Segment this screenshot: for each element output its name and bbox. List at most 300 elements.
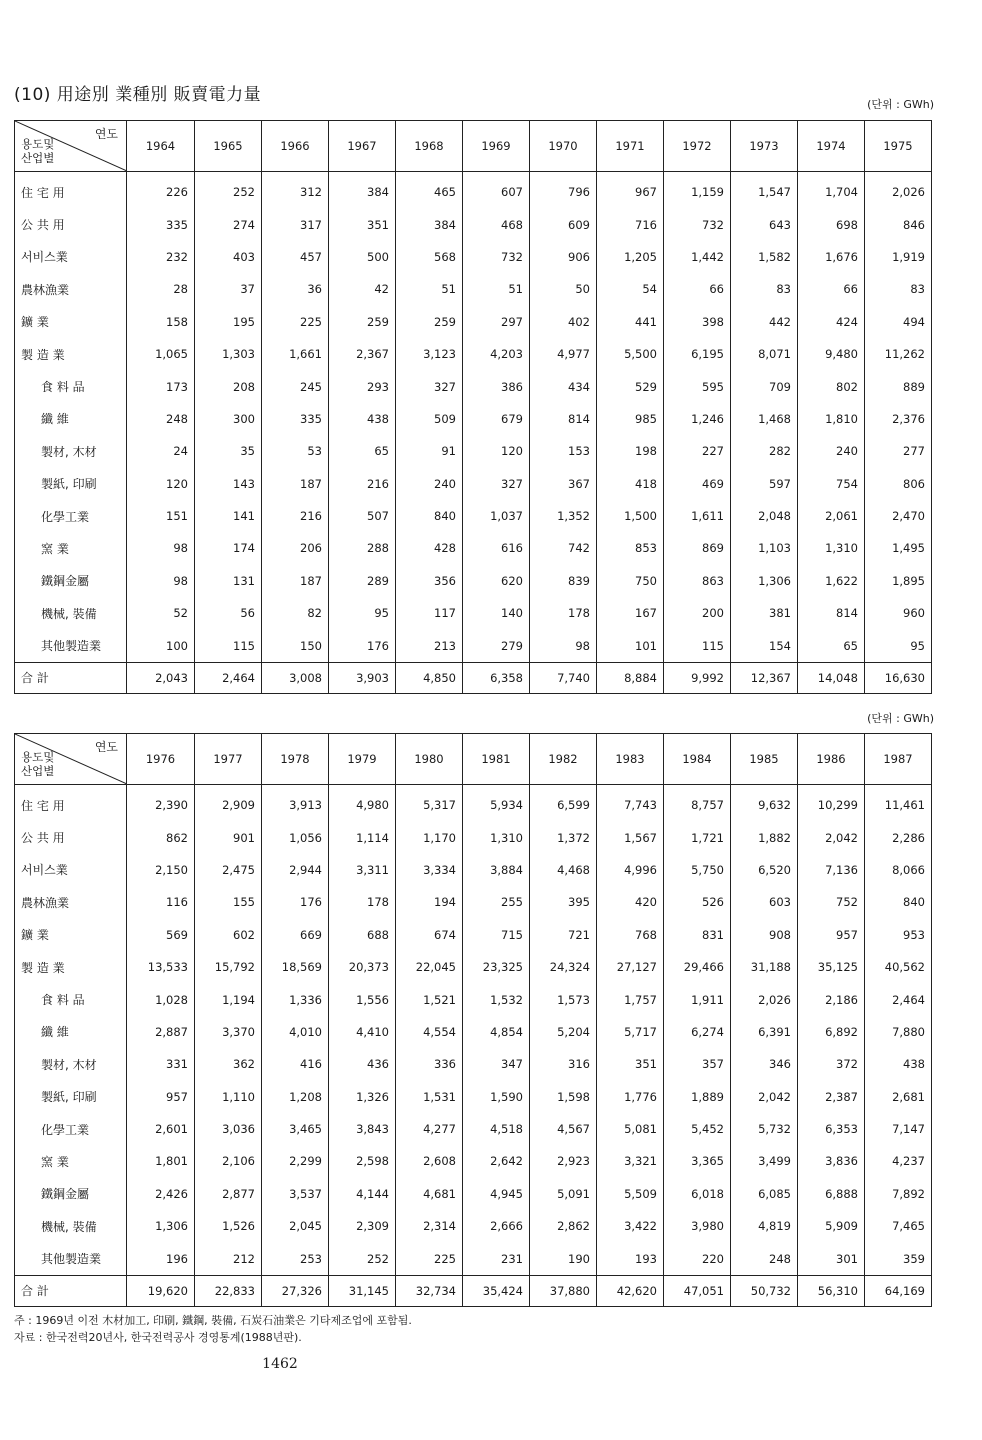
value-cell: 53 bbox=[262, 435, 329, 467]
value-cell: 29,466 bbox=[664, 951, 731, 983]
table-row bbox=[15, 241, 932, 273]
value-cell: 607 bbox=[463, 172, 530, 209]
table-row bbox=[15, 532, 932, 564]
value-cell: 3,499 bbox=[731, 1145, 798, 1177]
value-cell: 3,370 bbox=[195, 1016, 262, 1048]
value-cell: 1,582 bbox=[731, 241, 798, 273]
value-cell: 66 bbox=[798, 273, 865, 305]
value-cell: 42 bbox=[329, 273, 396, 305]
value-cell: 1,114 bbox=[329, 821, 396, 853]
value-cell: 3,537 bbox=[262, 1178, 329, 1210]
value-cell: 2,150 bbox=[127, 854, 195, 886]
value-cell: 3,334 bbox=[396, 854, 463, 886]
value-cell: 441 bbox=[597, 306, 664, 338]
value-cell: 643 bbox=[731, 208, 798, 240]
value-cell: 255 bbox=[463, 886, 530, 918]
value-cell: 6,520 bbox=[731, 854, 798, 886]
value-cell: 1,556 bbox=[329, 983, 396, 1015]
year-header: 1976 bbox=[127, 734, 195, 785]
total-value-cell: 42,620 bbox=[597, 1275, 664, 1306]
row-label: 製 造 業 bbox=[15, 338, 127, 370]
value-cell: 20,373 bbox=[329, 951, 396, 983]
value-cell: 66 bbox=[664, 273, 731, 305]
value-cell: 131 bbox=[195, 565, 262, 597]
value-cell: 274 bbox=[195, 208, 262, 240]
value-cell: 806 bbox=[865, 468, 932, 500]
value-cell: 4,277 bbox=[396, 1113, 463, 1145]
value-cell: 216 bbox=[262, 500, 329, 532]
value-cell: 335 bbox=[127, 208, 195, 240]
value-cell: 293 bbox=[329, 370, 396, 402]
value-cell: 840 bbox=[865, 886, 932, 918]
value-cell: 1,194 bbox=[195, 983, 262, 1015]
year-header: 1978 bbox=[262, 734, 329, 785]
value-cell: 143 bbox=[195, 468, 262, 500]
row-label: 纖 維 bbox=[15, 403, 127, 435]
value-cell: 50 bbox=[530, 273, 597, 305]
value-cell: 1,500 bbox=[597, 500, 664, 532]
note-text: 주 : 1969년 이전 木材加工, 印刷, 鐵鋼, 裝備, 石炭石油業은 기타제조업에 포함됨. bbox=[14, 1314, 412, 1327]
value-cell: 98 bbox=[530, 629, 597, 662]
value-cell: 158 bbox=[127, 306, 195, 338]
value-cell: 715 bbox=[463, 919, 530, 951]
value-cell: 31,188 bbox=[731, 951, 798, 983]
value-cell: 4,980 bbox=[329, 785, 396, 822]
value-cell: 1,590 bbox=[463, 1081, 530, 1113]
value-cell: 402 bbox=[530, 306, 597, 338]
value-cell: 11,262 bbox=[865, 338, 932, 370]
value-cell: 300 bbox=[195, 403, 262, 435]
value-cell: 2,314 bbox=[396, 1210, 463, 1242]
value-cell: 569 bbox=[127, 919, 195, 951]
value-cell: 384 bbox=[396, 208, 463, 240]
category-axis-label bbox=[21, 137, 54, 165]
value-cell: 6,018 bbox=[664, 1178, 731, 1210]
row-label: 製紙, 印刷 bbox=[15, 468, 127, 500]
value-cell: 5,081 bbox=[597, 1113, 664, 1145]
total-value-cell: 19,620 bbox=[127, 1275, 195, 1306]
value-cell: 28 bbox=[127, 273, 195, 305]
value-cell: 4,468 bbox=[530, 854, 597, 886]
value-cell: 4,010 bbox=[262, 1016, 329, 1048]
value-cell: 2,286 bbox=[865, 821, 932, 853]
value-cell: 416 bbox=[262, 1048, 329, 1080]
value-cell: 27,127 bbox=[597, 951, 664, 983]
total-value-cell: 37,880 bbox=[530, 1275, 597, 1306]
value-cell: 52 bbox=[127, 597, 195, 629]
value-cell: 1,721 bbox=[664, 821, 731, 853]
year-header: 1969 bbox=[463, 121, 530, 172]
value-cell: 2,862 bbox=[530, 1210, 597, 1242]
value-cell: 3,311 bbox=[329, 854, 396, 886]
value-cell: 15,792 bbox=[195, 951, 262, 983]
value-cell: 187 bbox=[262, 565, 329, 597]
total-label: 合 計 bbox=[15, 662, 127, 693]
corner-header-cell bbox=[15, 121, 127, 172]
page-number: 1462 bbox=[262, 1356, 298, 1372]
value-cell: 176 bbox=[262, 886, 329, 918]
value-cell: 176 bbox=[329, 629, 396, 662]
total-row bbox=[15, 662, 932, 693]
value-cell: 1,531 bbox=[396, 1081, 463, 1113]
value-cell: 6,892 bbox=[798, 1016, 865, 1048]
value-cell: 752 bbox=[798, 886, 865, 918]
value-cell: 6,195 bbox=[664, 338, 731, 370]
value-cell: 115 bbox=[664, 629, 731, 662]
table-row bbox=[15, 338, 932, 370]
value-cell: 1,056 bbox=[262, 821, 329, 853]
value-cell: 468 bbox=[463, 208, 530, 240]
value-cell: 428 bbox=[396, 532, 463, 564]
row-label: 化學工業 bbox=[15, 500, 127, 532]
value-cell: 174 bbox=[195, 532, 262, 564]
value-cell: 227 bbox=[664, 435, 731, 467]
value-cell: 750 bbox=[597, 565, 664, 597]
value-cell: 5,934 bbox=[463, 785, 530, 822]
value-cell: 22,045 bbox=[396, 951, 463, 983]
value-cell: 11,461 bbox=[865, 785, 932, 822]
value-cell: 1,704 bbox=[798, 172, 865, 209]
row-label: 窯 業 bbox=[15, 532, 127, 564]
table-row bbox=[15, 785, 932, 822]
value-cell: 814 bbox=[798, 597, 865, 629]
value-cell: 2,598 bbox=[329, 1145, 396, 1177]
value-cell: 381 bbox=[731, 597, 798, 629]
value-cell: 602 bbox=[195, 919, 262, 951]
table-row bbox=[15, 500, 932, 532]
year-header: 1967 bbox=[329, 121, 396, 172]
value-cell: 796 bbox=[530, 172, 597, 209]
value-cell: 259 bbox=[329, 306, 396, 338]
value-cell: 609 bbox=[530, 208, 597, 240]
value-cell: 95 bbox=[329, 597, 396, 629]
table-row bbox=[15, 886, 932, 918]
value-cell: 36 bbox=[262, 273, 329, 305]
value-cell: 2,944 bbox=[262, 854, 329, 886]
value-cell: 597 bbox=[731, 468, 798, 500]
value-cell: 2,026 bbox=[865, 172, 932, 209]
year-header: 1972 bbox=[664, 121, 731, 172]
total-row bbox=[15, 1275, 932, 1306]
value-cell: 279 bbox=[463, 629, 530, 662]
value-cell: 253 bbox=[262, 1242, 329, 1275]
value-cell: 289 bbox=[329, 565, 396, 597]
value-cell: 56 bbox=[195, 597, 262, 629]
year-header: 1968 bbox=[396, 121, 463, 172]
category-label-line2: 산업별 bbox=[21, 764, 55, 778]
value-cell: 1,532 bbox=[463, 983, 530, 1015]
value-cell: 768 bbox=[597, 919, 664, 951]
value-cell: 507 bbox=[329, 500, 396, 532]
value-cell: 331 bbox=[127, 1048, 195, 1080]
value-cell: 351 bbox=[329, 208, 396, 240]
table-row bbox=[15, 565, 932, 597]
row-label: 製材, 木材 bbox=[15, 1048, 127, 1080]
value-cell: 442 bbox=[731, 306, 798, 338]
value-cell: 1,306 bbox=[731, 565, 798, 597]
row-label: 纖 維 bbox=[15, 1016, 127, 1048]
row-label: 公 共 用 bbox=[15, 208, 127, 240]
value-cell: 196 bbox=[127, 1242, 195, 1275]
total-value-cell: 4,850 bbox=[396, 662, 463, 693]
value-cell: 494 bbox=[865, 306, 932, 338]
value-cell: 465 bbox=[396, 172, 463, 209]
value-cell: 7,136 bbox=[798, 854, 865, 886]
category-label-line1: 용도및 bbox=[21, 750, 55, 764]
value-cell: 116 bbox=[127, 886, 195, 918]
value-cell: 901 bbox=[195, 821, 262, 853]
value-cell: 957 bbox=[798, 919, 865, 951]
value-cell: 1,567 bbox=[597, 821, 664, 853]
value-cell: 688 bbox=[329, 919, 396, 951]
value-cell: 754 bbox=[798, 468, 865, 500]
value-cell: 2,887 bbox=[127, 1016, 195, 1048]
table-row bbox=[15, 1210, 932, 1242]
value-cell: 282 bbox=[731, 435, 798, 467]
value-cell: 398 bbox=[664, 306, 731, 338]
sales-table-1964-1975 bbox=[14, 120, 932, 694]
value-cell: 8,066 bbox=[865, 854, 932, 886]
value-cell: 4,819 bbox=[731, 1210, 798, 1242]
value-cell: 82 bbox=[262, 597, 329, 629]
value-cell: 225 bbox=[396, 1242, 463, 1275]
value-cell: 9,632 bbox=[731, 785, 798, 822]
value-cell: 846 bbox=[865, 208, 932, 240]
value-cell: 434 bbox=[530, 370, 597, 402]
value-cell: 301 bbox=[798, 1242, 865, 1275]
table-row bbox=[15, 983, 932, 1015]
value-cell: 240 bbox=[396, 468, 463, 500]
value-cell: 252 bbox=[329, 1242, 396, 1275]
value-cell: 167 bbox=[597, 597, 664, 629]
value-cell: 1,468 bbox=[731, 403, 798, 435]
sales-table-1976-1987 bbox=[14, 733, 932, 1307]
value-cell: 709 bbox=[731, 370, 798, 402]
value-cell: 1,442 bbox=[664, 241, 731, 273]
value-cell: 6,391 bbox=[731, 1016, 798, 1048]
value-cell: 206 bbox=[262, 532, 329, 564]
total-value-cell: 6,358 bbox=[463, 662, 530, 693]
value-cell: 1,895 bbox=[865, 565, 932, 597]
value-cell: 1,598 bbox=[530, 1081, 597, 1113]
row-label: 鑛 業 bbox=[15, 919, 127, 951]
row-label: 化學工業 bbox=[15, 1113, 127, 1145]
value-cell: 193 bbox=[597, 1242, 664, 1275]
value-cell: 10,299 bbox=[798, 785, 865, 822]
value-cell: 4,410 bbox=[329, 1016, 396, 1048]
value-cell: 226 bbox=[127, 172, 195, 209]
value-cell: 5,091 bbox=[530, 1178, 597, 1210]
value-cell: 200 bbox=[664, 597, 731, 629]
table-row bbox=[15, 919, 932, 951]
value-cell: 509 bbox=[396, 403, 463, 435]
value-cell: 4,977 bbox=[530, 338, 597, 370]
value-cell: 232 bbox=[127, 241, 195, 273]
value-cell: 115 bbox=[195, 629, 262, 662]
value-cell: 2,106 bbox=[195, 1145, 262, 1177]
table-row bbox=[15, 821, 932, 853]
row-label: 鐵鋼金屬 bbox=[15, 565, 127, 597]
unit-label-1: (단위 : GWh) bbox=[867, 98, 934, 111]
table-row bbox=[15, 1048, 932, 1080]
year-header: 1974 bbox=[798, 121, 865, 172]
total-value-cell: 27,326 bbox=[262, 1275, 329, 1306]
value-cell: 418 bbox=[597, 468, 664, 500]
value-cell: 526 bbox=[664, 886, 731, 918]
value-cell: 35 bbox=[195, 435, 262, 467]
table-row bbox=[15, 435, 932, 467]
value-cell: 1,547 bbox=[731, 172, 798, 209]
value-cell: 1,208 bbox=[262, 1081, 329, 1113]
value-cell: 40,562 bbox=[865, 951, 932, 983]
value-cell: 346 bbox=[731, 1048, 798, 1080]
value-cell: 24,324 bbox=[530, 951, 597, 983]
row-label: 서비스業 bbox=[15, 854, 127, 886]
year-header: 1979 bbox=[329, 734, 396, 785]
value-cell: 3,465 bbox=[262, 1113, 329, 1145]
value-cell: 1,065 bbox=[127, 338, 195, 370]
table-row bbox=[15, 468, 932, 500]
value-cell: 277 bbox=[865, 435, 932, 467]
table-row bbox=[15, 951, 932, 983]
value-cell: 6,085 bbox=[731, 1178, 798, 1210]
value-cell: 1,303 bbox=[195, 338, 262, 370]
total-value-cell: 47,051 bbox=[664, 1275, 731, 1306]
value-cell: 5,452 bbox=[664, 1113, 731, 1145]
value-cell: 150 bbox=[262, 629, 329, 662]
year-axis-label: 연도 bbox=[94, 127, 118, 141]
value-cell: 7,743 bbox=[597, 785, 664, 822]
value-cell: 6,274 bbox=[664, 1016, 731, 1048]
value-cell: 438 bbox=[329, 403, 396, 435]
value-cell: 732 bbox=[664, 208, 731, 240]
value-cell: 151 bbox=[127, 500, 195, 532]
total-value-cell: 12,367 bbox=[731, 662, 798, 693]
row-label: 住 宅 用 bbox=[15, 785, 127, 822]
value-cell: 190 bbox=[530, 1242, 597, 1275]
value-cell: 2,309 bbox=[329, 1210, 396, 1242]
value-cell: 4,518 bbox=[463, 1113, 530, 1145]
value-cell: 2,048 bbox=[731, 500, 798, 532]
total-value-cell: 7,740 bbox=[530, 662, 597, 693]
year-header: 1982 bbox=[530, 734, 597, 785]
value-cell: 620 bbox=[463, 565, 530, 597]
value-cell: 679 bbox=[463, 403, 530, 435]
value-cell: 1,882 bbox=[731, 821, 798, 853]
value-cell: 98 bbox=[127, 565, 195, 597]
value-cell: 2,642 bbox=[463, 1145, 530, 1177]
value-cell: 457 bbox=[262, 241, 329, 273]
value-cell: 1,801 bbox=[127, 1145, 195, 1177]
value-cell: 1,159 bbox=[664, 172, 731, 209]
value-cell: 2,923 bbox=[530, 1145, 597, 1177]
table-row bbox=[15, 1242, 932, 1275]
year-header: 1975 bbox=[865, 121, 932, 172]
value-cell: 117 bbox=[396, 597, 463, 629]
total-value-cell: 31,145 bbox=[329, 1275, 396, 1306]
value-cell: 500 bbox=[329, 241, 396, 273]
value-cell: 840 bbox=[396, 500, 463, 532]
value-cell: 420 bbox=[597, 886, 664, 918]
total-value-cell: 16,630 bbox=[865, 662, 932, 693]
table-row bbox=[15, 273, 932, 305]
value-cell: 362 bbox=[195, 1048, 262, 1080]
value-cell: 1,310 bbox=[798, 532, 865, 564]
value-cell: 2,877 bbox=[195, 1178, 262, 1210]
total-value-cell: 14,048 bbox=[798, 662, 865, 693]
table-row bbox=[15, 208, 932, 240]
value-cell: 1,372 bbox=[530, 821, 597, 853]
value-cell: 83 bbox=[865, 273, 932, 305]
value-cell: 65 bbox=[329, 435, 396, 467]
value-cell: 198 bbox=[597, 435, 664, 467]
value-cell: 732 bbox=[463, 241, 530, 273]
value-cell: 908 bbox=[731, 919, 798, 951]
value-cell: 1,622 bbox=[798, 565, 865, 597]
source-text: 자료 : 한국전력20년사, 한국전력공사 경영통계(1988년판). bbox=[14, 1331, 302, 1344]
value-cell: 98 bbox=[127, 532, 195, 564]
value-cell: 8,757 bbox=[664, 785, 731, 822]
total-value-cell: 56,310 bbox=[798, 1275, 865, 1306]
value-cell: 814 bbox=[530, 403, 597, 435]
row-label: 鑛 業 bbox=[15, 306, 127, 338]
value-cell: 225 bbox=[262, 306, 329, 338]
value-cell: 839 bbox=[530, 565, 597, 597]
value-cell: 1,495 bbox=[865, 532, 932, 564]
value-cell: 1,889 bbox=[664, 1081, 731, 1113]
value-cell: 957 bbox=[127, 1081, 195, 1113]
row-label: 食 料 品 bbox=[15, 983, 127, 1015]
value-cell: 863 bbox=[664, 565, 731, 597]
value-cell: 1,205 bbox=[597, 241, 664, 273]
value-cell: 1,676 bbox=[798, 241, 865, 273]
value-cell: 5,204 bbox=[530, 1016, 597, 1048]
table-row bbox=[15, 1145, 932, 1177]
value-cell: 595 bbox=[664, 370, 731, 402]
value-cell: 1,611 bbox=[664, 500, 731, 532]
value-cell: 5,500 bbox=[597, 338, 664, 370]
value-cell: 1,110 bbox=[195, 1081, 262, 1113]
value-cell: 985 bbox=[597, 403, 664, 435]
value-cell: 4,554 bbox=[396, 1016, 463, 1048]
year-header: 1983 bbox=[597, 734, 664, 785]
value-cell: 529 bbox=[597, 370, 664, 402]
header-row bbox=[15, 734, 932, 785]
value-cell: 1,310 bbox=[463, 821, 530, 853]
value-cell: 327 bbox=[463, 468, 530, 500]
total-value-cell: 3,903 bbox=[329, 662, 396, 693]
value-cell: 23,325 bbox=[463, 951, 530, 983]
value-cell: 1,573 bbox=[530, 983, 597, 1015]
value-cell: 5,717 bbox=[597, 1016, 664, 1048]
year-header: 1971 bbox=[597, 121, 664, 172]
value-cell: 2,608 bbox=[396, 1145, 463, 1177]
total-value-cell: 64,169 bbox=[865, 1275, 932, 1306]
value-cell: 2,299 bbox=[262, 1145, 329, 1177]
value-cell: 2,376 bbox=[865, 403, 932, 435]
value-cell: 853 bbox=[597, 532, 664, 564]
value-cell: 831 bbox=[664, 919, 731, 951]
value-cell: 120 bbox=[463, 435, 530, 467]
row-label: 農林漁業 bbox=[15, 273, 127, 305]
value-cell: 65 bbox=[798, 629, 865, 662]
value-cell: 248 bbox=[731, 1242, 798, 1275]
value-cell: 2,909 bbox=[195, 785, 262, 822]
row-label: 製紙, 印刷 bbox=[15, 1081, 127, 1113]
value-cell: 7,892 bbox=[865, 1178, 932, 1210]
value-cell: 2,045 bbox=[262, 1210, 329, 1242]
value-cell: 2,681 bbox=[865, 1081, 932, 1113]
